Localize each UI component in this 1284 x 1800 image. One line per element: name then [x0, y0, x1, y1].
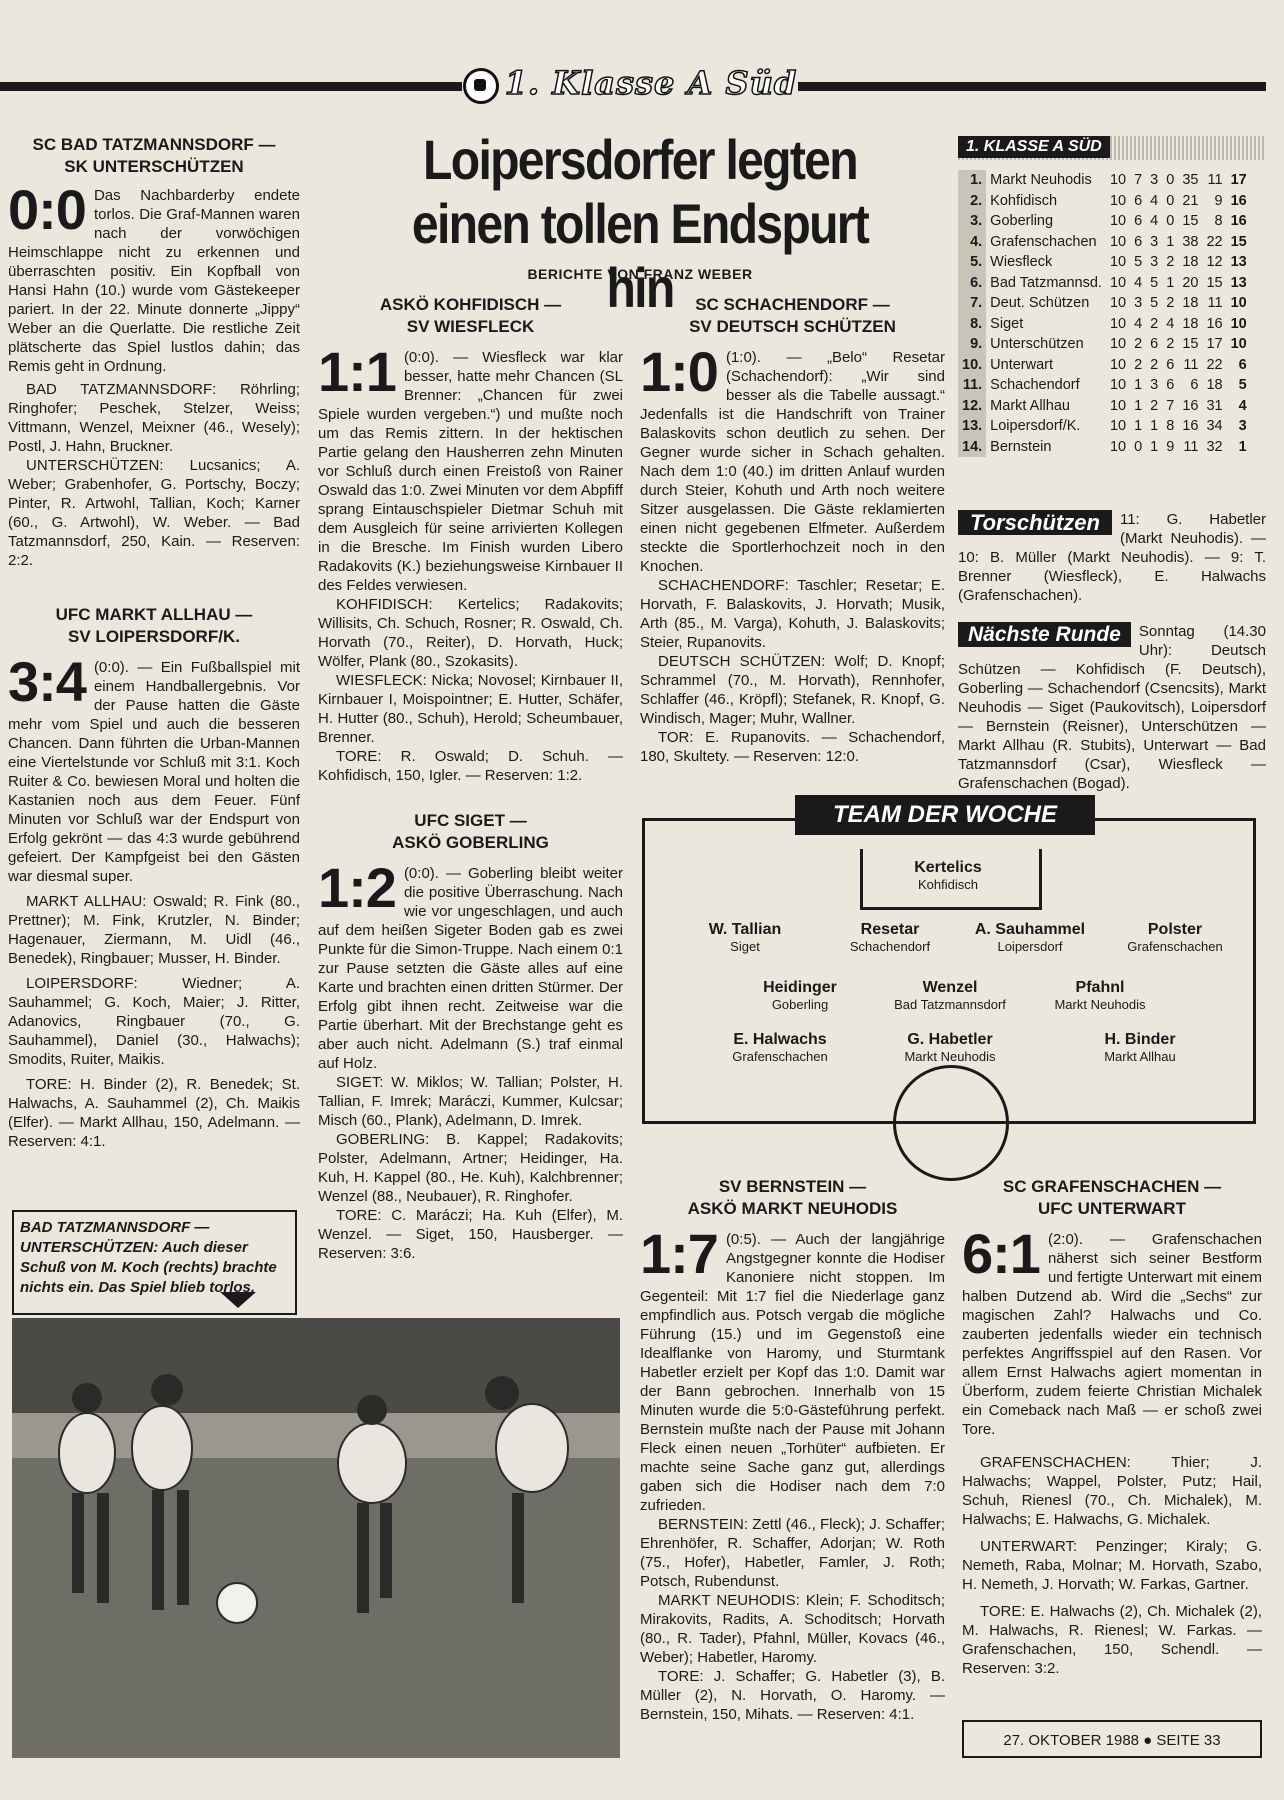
- report-game7: [962, 1176, 1262, 1706]
- table-stat: 16: [1182, 418, 1199, 435]
- game3-lineup-home: KOHFIDISCH: Kertelics; Radakovits; Willisits, Ch. Schuch, Rosner; R. Oswald, Ch. Horvath (70., Reiter), D. Horvath, Huck; Wölfer, Plank (80., Szokasits).: [318, 596, 623, 670]
- player-club: Goberling: [771, 997, 829, 1012]
- table-row: [958, 355, 1251, 376]
- report-game4: [640, 294, 945, 794]
- table-stat: 10: [1109, 192, 1127, 209]
- game7-home: SC GRAFENSCHACHEN —: [1002, 1177, 1222, 1196]
- game5-lineup-away: GOBERLING: B. Kappel; Radakovits; Polster, Adelmann, Artner; Heidinger, Ha. Kuh, H. Kappel (80., He. Kuh), Kalchbrenner; Wenzel (88., Neubauer), R. Ringhofer.: [318, 1131, 623, 1205]
- game2-tore: TORE: H. Binder (2), R. Benedek; St. Halwachs, A. Sauhammel (2), Ch. Maikis (Elfer). — Markt Allhau, 150, Adelmann. — Reserven: 4:1.: [8, 1076, 300, 1150]
- table-team: Grafenschachen: [990, 233, 1097, 250]
- table-stat: 15: [1182, 336, 1199, 353]
- table-stat: 1: [1166, 274, 1175, 291]
- game7-report: (2:0). — Grafenschachen näherst sich seiner Bestform und fertigte Unterwart mit einem halben Dutzend ab. Wird die „Sechs“ zur magischen Zahl? Halwachs und Co. zauberten jedenfalls wieder ein technisch perfektes Angriffsspiel auf den Rasen. Vor allem Ernst Halwachs agiert momentan in Überform, zudem feierte Christian Michalek ein Comeback nach Maß — er schoß zwei Tore.: [962, 1231, 1262, 1438]
- table-stat: 10: [1109, 172, 1127, 189]
- player-club: Schachendorf: [849, 939, 931, 954]
- table-team: Kohfidisch: [990, 192, 1058, 209]
- game7-tore: TORE: E. Halwachs (2), Ch. Michalek (2), M. Halwachs, R. Rienesl; W. Farkas. — Grafenschachen, 150, Schendl. — Reserven: 3:2.: [962, 1603, 1262, 1677]
- table-team: Deut. Schützen: [990, 295, 1090, 312]
- game1-lineup-home: BAD TATZMANNSDORF: Röhrling; Ringhofer; Peschek, Stelzer, Weiss; Vittmann, Wenzel, Meixner (46., Wesely); Postl, J. Hahn, Bruckner.: [8, 381, 300, 455]
- report-game3: [318, 294, 623, 794]
- table-rank: 3.: [958, 211, 986, 232]
- game7-lineup-home: GRAFENSCHACHEN: Thier; J. Halwachs; Wappel, Polster, Putz; Hail, Schuh, Rienesl (70., Ch. Michalek), M. Halwachs; E. Halwachs, G. Michalek.: [962, 1454, 1262, 1528]
- game2-lineup-home: MARKT ALLHAU: Oswald; R. Fink (80., Prettner); M. Fink, Krutzler, N. Binder; Hagenauer, Ziermann, M. Uidl (46., Benedek), Ringbauer; Musser, H. Binder.: [8, 893, 300, 967]
- table-rank: 4.: [958, 232, 986, 253]
- player-club: Markt Neuhodis: [904, 1049, 996, 1064]
- table-stat: 3: [1150, 254, 1159, 271]
- table-stat: 17: [1230, 172, 1247, 189]
- table-stat: 6: [1134, 213, 1143, 230]
- player-entry: [865, 979, 1035, 1012]
- table-stat: 16: [1206, 315, 1223, 332]
- table-team: Unterschützen: [990, 336, 1084, 353]
- table-rank: 2.: [958, 191, 986, 212]
- table-stat: 1: [1166, 233, 1175, 250]
- table-stat: 1: [1150, 438, 1159, 455]
- table-stat: 16: [1230, 213, 1247, 230]
- table-stat: 38: [1182, 233, 1199, 250]
- game4-lineup-home: SCHACHENDORF: Taschler; Resetar; E. Horvath, F. Balaskovits, J. Horvath; Musik, Arth (85., M. Varga), Kohuth, J. Balaskovits; Steier, Rupanovits.: [640, 577, 945, 651]
- table-stat: 34: [1206, 418, 1223, 435]
- table-stat: 10: [1109, 274, 1127, 291]
- table-stat: 10: [1109, 233, 1127, 250]
- table-stat: 18: [1182, 254, 1199, 271]
- table-stat: 16: [1230, 192, 1247, 209]
- game1-home: SC BAD TATZMANNSDORF —: [32, 135, 276, 154]
- player-club: Grafenschachen: [732, 1049, 828, 1064]
- table-stat: 20: [1182, 274, 1199, 291]
- next-round-text: Sonntag (14.30 Uhr): Deutsch Schützen — Kohfidisch (F. Deutsch), Goberling — Schachendorf (Csencsits), Markt Neuhodis — Siget (Paukovitsch), Loipersdorf — Bernstein (Reisner), Unterschützen — Markt Allhau (R. Stubits), Unterwart — Bad Tatzmannsdorf (Csar), Wiesfleck — Grafenschachen (Bogad).: [958, 623, 1266, 792]
- table-stat: 2: [1150, 356, 1159, 373]
- table-team: Wiesfleck: [990, 254, 1053, 271]
- table-stat: 18: [1206, 377, 1223, 394]
- game5-home: UFC SIGET —: [414, 811, 527, 830]
- table-stat: 10: [1230, 315, 1247, 332]
- game4-home: SC SCHACHENDORF —: [695, 295, 890, 314]
- table-stat: 10: [1109, 397, 1127, 414]
- table-stat: 9: [1166, 438, 1175, 455]
- center-circle: [893, 1065, 1009, 1181]
- table-stat: 4: [1166, 315, 1175, 332]
- table-stat: 6: [1150, 336, 1159, 353]
- table-row: [958, 437, 1251, 458]
- table-row: [958, 191, 1251, 212]
- game2-away: SV LOIPERSDORF/K.: [68, 627, 240, 646]
- section-banner: [460, 64, 800, 108]
- table-team: Markt Allhau: [990, 397, 1070, 414]
- match-photo: [12, 1318, 620, 1758]
- table-stat: 10: [1109, 254, 1127, 271]
- table-row: [958, 273, 1251, 294]
- table-stat: 3: [1150, 172, 1159, 189]
- table-stat: 3: [1134, 295, 1143, 312]
- table-stat: 0: [1166, 172, 1175, 189]
- player-name: E. Halwachs: [733, 1031, 827, 1048]
- table-stat: 1: [1134, 418, 1143, 435]
- section-rule-left: [0, 82, 462, 91]
- player-club: Markt Allhau: [1104, 1049, 1176, 1064]
- player-entry: [715, 979, 885, 1012]
- table-rank: 13.: [958, 416, 986, 437]
- game7-away: UFC UNTERWART: [1038, 1199, 1186, 1218]
- game4-away: SV DEUTSCH SCHÜTZEN: [689, 317, 896, 336]
- table-stat: 22: [1206, 356, 1223, 373]
- player-entry: [1090, 921, 1260, 954]
- table-title: 1. KLASSE A SÜD: [958, 136, 1110, 158]
- table-team: Bad Tatzmannsd.: [990, 274, 1102, 291]
- game1-lineup-away: UNTERSCHÜTZEN: Lucsanics; A. Weber; Grabenhofer, G. Portschy, Boczy; Pinter, R. Artwohl, Tallian, Koch; Karner (60., G. Artwohl), W. Weber. — Bad Tatzmannsdorf, 250, Kain. — Reserven: 2:2.: [8, 457, 300, 569]
- table-team: Schachendorf: [990, 377, 1080, 394]
- report-game6: [640, 1176, 945, 1776]
- game4-score: 1:0: [640, 340, 718, 403]
- table-stat: 3: [1150, 233, 1159, 250]
- table-stat: 15: [1230, 233, 1247, 250]
- table-stat: 32: [1206, 438, 1223, 455]
- player-entry: [865, 1031, 1035, 1064]
- game5-report: (0:0). — Goberling bleibt weiter die positive Überraschung. Nach wie vor ungeschlagen, und auch auf dem heißen Sigeter Boden gab es zwei Punkte für die Simon-Truppe. Nach einem 0:1 zur Pause setzten die Gäste alles auf eine Karte und brachten einen dritten Stürmer. Der Erfolg gibt ihnen recht. Zeitweise war die Partie überhart. Mit der Brechstange geht es aber auch nicht. Adelmann (S.) traf einmal auf Holz.: [318, 865, 623, 1072]
- game6-score: 1:7: [640, 1222, 718, 1285]
- table-stat: 18: [1182, 315, 1199, 332]
- player-entry: [863, 859, 1033, 892]
- game2-score: 3:4: [8, 650, 86, 713]
- table-stat: 4: [1134, 274, 1143, 291]
- table-row: [958, 232, 1251, 253]
- player-name: W. Tallian: [708, 921, 782, 938]
- league-table: [958, 136, 1266, 457]
- table-stat: 15: [1206, 274, 1223, 291]
- game6-away: ASKÖ MARKT NEUHODIS: [687, 1199, 898, 1218]
- game3-report: (0:0). — Wiesfleck war klar besser, hatte mehr Chancen (SL Brenner: „Chancen für zwei Spiele wurden vergeben.“) und mußte noch um das Remis zittern. In der hektischen Partie gelang den Hausherren zehn Minuten vor Schluß durch einen Freistoß von Rainer Oswald das 1:0. Zwei Minuten vor dem Abpfiff sprang Eintauschspieler Dietmar Schuh mit dem Ausgleich für seine arrivierten Kollegen in die Bresche. Im Finish wurden Libero Radakovits (K.) beziehungsweise Kirnbauer II des Feldes verwiesen.: [318, 349, 623, 594]
- table-stat: 17: [1206, 336, 1223, 353]
- next-round-box: [958, 622, 1266, 792]
- table-row: [958, 375, 1251, 396]
- table-stat: 21: [1182, 192, 1199, 209]
- table-stat: 10: [1109, 336, 1127, 353]
- table-stat: 6: [1166, 356, 1175, 373]
- table-rank: 6.: [958, 273, 986, 294]
- game5-tore: TORE: C. Maráczi; Ha. Kuh (Elfer), M. Wenzel. — Siget, 150, Hausberger. — Reserven: 3:6.: [318, 1207, 623, 1262]
- game6-lineup-away: MARKT NEUHODIS: Klein; F. Schoditsch; Mirakovits, Radits, A. Schoditsch; Horvath (80., R. Tader), Pfahnl, Müller, Kovacs (46., Weber); Habetler, Haromy.: [640, 1592, 945, 1666]
- table-stat: 10: [1109, 377, 1127, 394]
- team-of-week: [642, 801, 1256, 1124]
- player-name: Pfahnl: [1075, 979, 1125, 996]
- game2-report: (0:0). — Ein Fußballspiel mit einem Handballergebnis. Vor der Pause hatten die Gäste mehr vom Spiel und auch die besseren Chancen. Dann führten die Urban-Mannen eine Viertelstunde vor Schluß mit 3:1. Koch Ruiter & Co. bewiesen Moral und holten die Kastanien noch aus dem Feuer. Fünf Minuten vor Schluß war der Endspurt von Erfolg gekrönt — das 4:3 wurde gebührend gefeiert. Der Kampfgeist bei den Gästen war diesmal super.: [8, 659, 300, 885]
- table-stat: 10: [1109, 356, 1127, 373]
- table-stat: 10: [1109, 213, 1127, 230]
- player-name: Resetar: [860, 921, 920, 938]
- table-stat: 0: [1134, 438, 1143, 455]
- player-entry: [1055, 1031, 1225, 1064]
- game2-lineup-away: LOIPERSDORF: Wiedner; A. Sauhammel; G. Koch, Maier; J. Ritter, Adanovics, Ringbauer (70., G. Sauhammel), Daniel (30., Halwachs); Smodits, Ruiter, Maikis.: [8, 975, 300, 1068]
- report-game5: [318, 810, 623, 1310]
- player-club: Loipersdorf: [997, 939, 1063, 954]
- table-stat: 7: [1166, 397, 1175, 414]
- game1-report: Das Nachbarderby endete torlos. Die Graf-Mannen waren nach der vorwöchigen Heimschlappe nicht zu erkennen und überraschten positiv. Ein Kopfball von Hansi Hahn (10.) wurde vom Gästekeeper pariert. In der 22. Minute donnerte „Jippy“ Weber an die Querlatte. Die restliche Zeit plätscherte das Spiel lustlos dahin; das Remis geht in Ordnung.: [8, 187, 300, 375]
- player-name: H. Binder: [1104, 1031, 1176, 1048]
- table-stat: 2: [1150, 315, 1159, 332]
- game7-score: 6:1: [962, 1222, 1040, 1285]
- table-stat: 4: [1238, 397, 1247, 414]
- table-stat: 13: [1230, 274, 1247, 291]
- table-stat: 10: [1109, 295, 1127, 312]
- player-entry: [1015, 979, 1185, 1012]
- table-stat: 5: [1238, 377, 1247, 394]
- table-stat: 10: [1230, 336, 1247, 353]
- player-name: Kertelics: [914, 859, 982, 876]
- table-header-bar: [958, 136, 1266, 160]
- next-round-label: Nächste Runde: [958, 622, 1131, 647]
- game3-lineup-away: WIESFLECK: Nicka; Novosel; Kirnbauer II, Kirnbauer I, Moispointner; E. Hutter, Schäfer, H. Hutter (80., Schuh), Herold; Scheumbauer, Brenner.: [318, 672, 623, 746]
- player-name: Wenzel: [922, 979, 978, 996]
- game5-lineup-home: SIGET: W. Miklos; W. Tallian; Polster, H. Tallian, F. Imrek; Maráczi, Kummer, Kulcsar; Misch (60., Plank), Adelmann, D. Imrek.: [318, 1074, 623, 1129]
- byline: BERICHTE VON FRANZ WEBER: [527, 266, 753, 282]
- table-rank: 7.: [958, 293, 986, 314]
- player-name: Heidinger: [763, 979, 837, 996]
- photo-caption: BAD TATZMANNSDORF — UNTERSCHÜTZEN: Auch dieser Schuß von M. Koch (rechts) brachte nichts ein. Das Spiel blieb torlos.: [12, 1210, 297, 1315]
- table-stat: 11: [1207, 295, 1223, 312]
- game6-report: (0:5). — Auch der langjährige Angstgegner konnte die Hodiser Kanoniere nicht stoppen. Im Gegenteil: Mit 1:7 fiel die Niederlage ganz empfindlich aus. Potsch vergab die mögliche Führung (15.) und im Gegenstoß eine Idealflanke von Haromy, und Sturmtank Habetler erzielt per Kopf das 1:0. Damit war der Bann gebrochen. Innerhalb von 15 Minuten wurde die 5:0-Gästeführung perfekt. Bernstein mußte nach der Pause mit Johann Fleck einen neuen „Torhüter“ aufbieten. Er machte seine Sache ganz gut, allerdings gaben sich die Hodiser nach dem 7:0 zufrieden.: [640, 1231, 945, 1514]
- table-stat: 0: [1166, 213, 1175, 230]
- team-of-week-title: TEAM DER WOCHE: [795, 795, 1095, 835]
- player-club: Grafenschachen: [1127, 939, 1223, 954]
- table-team: Siget: [990, 315, 1024, 332]
- game3-home: ASKÖ KOHFIDISCH —: [379, 295, 562, 314]
- table-stat: 3: [1238, 418, 1247, 435]
- table-rank: 11.: [958, 375, 986, 396]
- table-row: [958, 334, 1251, 355]
- table-row: [958, 314, 1251, 335]
- table-stat: 16: [1182, 397, 1199, 414]
- table-stat: 1: [1134, 397, 1143, 414]
- arrow-down-icon: [220, 1292, 256, 1308]
- table-stat: 5: [1150, 274, 1159, 291]
- table-stat: 2: [1134, 356, 1143, 373]
- player-club: Kohfidisch: [918, 877, 978, 892]
- game3-away: SV WIESFLECK: [406, 317, 535, 336]
- report-game2: [8, 604, 300, 1204]
- report-game1: [8, 134, 300, 584]
- table-rank: 14.: [958, 437, 986, 458]
- game6-lineup-home: BERNSTEIN: Zettl (46., Fleck); J. Schaffer; Ehrenhöfer, R. Schaffer, Adorjan; W. Roth (75., Hofer), Habetler, Famler, J. Roth; Potsch, Rubendunst.: [640, 1516, 945, 1590]
- table-stat: 8: [1214, 213, 1223, 230]
- section-title: 1. Klasse A Süd: [504, 64, 798, 102]
- table-stat: 2: [1150, 397, 1159, 414]
- player-club: Markt Neuhodis: [1054, 997, 1146, 1012]
- table-stat: 22: [1206, 233, 1223, 250]
- table-stat: 10: [1230, 295, 1247, 312]
- table-rank: 9.: [958, 334, 986, 355]
- table-rank: 12.: [958, 396, 986, 417]
- table-team: Goberling: [990, 213, 1054, 230]
- game4-lineup-away: DEUTSCH SCHÜTZEN: Wolf; D. Knopf; Schrammel (70., M. Horvath), Rennhofer, Schlaffer (46., Kröpfl); Stefanek, R. Knopf, G. Windisch, Mager; Muhr, Wallner.: [640, 653, 945, 727]
- player-club: Bad Tatzmannsdorf: [894, 997, 1006, 1012]
- table-stat: 15: [1182, 213, 1199, 230]
- table-stat: 2: [1166, 336, 1175, 353]
- table-stat: 4: [1150, 213, 1159, 230]
- player-name: G. Habetler: [907, 1031, 993, 1048]
- table-row: [958, 211, 1251, 232]
- table-stat: 5: [1134, 254, 1143, 271]
- player-club: Siget: [730, 939, 760, 954]
- table-stat: 0: [1166, 192, 1175, 209]
- table-stat: 1: [1134, 377, 1143, 394]
- table-stat: 6: [1134, 192, 1143, 209]
- game4-tore: TOR: E. Rupanovits. — Schachendorf, 180, Skultety. — Reserven: 12:0.: [640, 729, 945, 765]
- table-stat: 11: [1183, 438, 1199, 455]
- table-team: Bernstein: [990, 438, 1052, 455]
- game5-away: ASKÖ GOBERLING: [392, 833, 549, 852]
- game1-away: SK UNTERSCHÜTZEN: [64, 157, 244, 176]
- table-stat: 13: [1230, 254, 1247, 271]
- game7-lineup-away: UNTERWART: Penzinger; Kiraly; G. Nemeth, Raba, Molnar; M. Horvath, Szabo, H. Nemeth, J. Horvath; W. Farkas, Gartner.: [962, 1538, 1262, 1593]
- table-stat: 8: [1166, 418, 1175, 435]
- game4-report: (1:0). — „Belo“ Resetar (Schachendorf): „Wir sind besser als die Tabelle aussagt.“ Jedenfalls ist die Handschrift von Trainer Balaskovits schon deutlich zu sehen. Der Gegner wurde sicher in Schach gehalten. Nach dem 1:0 (40.) im dritten Anlauf wurden durch Steier, Kohuth und Arth noch weitere Sitzer ausgelassen. Die Gäste reklamierten einen nicht gegebenen Elfmeter. Außerdem steckte die Sportlerhochzeit noch in den Knochen.: [640, 349, 945, 575]
- table-stat: 12: [1206, 254, 1223, 271]
- table-row: [958, 416, 1251, 437]
- table-rank: 8.: [958, 314, 986, 335]
- game3-score: 1:1: [318, 340, 396, 403]
- game6-home: SV BERNSTEIN —: [718, 1177, 867, 1196]
- table-stat: 7: [1134, 172, 1143, 189]
- scorers-text: 11: G. Habetler (Markt Neuhodis). — 10: B. Müller (Markt Neuhodis). — 9: T. Brenner (Wiesfleck), E. Halwachs (Grafenschachen).: [958, 511, 1266, 604]
- player-entry: [695, 1031, 865, 1064]
- table-stat: 11: [1183, 356, 1199, 373]
- table-stat: 10: [1109, 418, 1127, 435]
- game3-tore: TORE: R. Oswald; D. Schuh. — Kohfidisch, 150, Igler. — Reserven: 1:2.: [318, 748, 623, 784]
- table-stat: 2: [1134, 336, 1143, 353]
- table-stat: 2: [1166, 254, 1175, 271]
- table-stat: 6: [1134, 233, 1143, 250]
- table-stat: 10: [1109, 315, 1127, 332]
- standings-table: [958, 170, 1251, 457]
- table-stat: 2: [1166, 295, 1175, 312]
- table-stat: 6: [1190, 377, 1199, 394]
- table-row: [958, 293, 1251, 314]
- table-rank: 1.: [958, 170, 986, 191]
- table-stat: 3: [1150, 377, 1159, 394]
- table-team: Markt Neuhodis: [990, 172, 1092, 189]
- player-name: A. Sauhammel: [974, 921, 1086, 938]
- table-team: Unterwart: [990, 356, 1054, 373]
- page-footer-date: 27. OKTOBER 1988 ● SEITE 33: [962, 1720, 1262, 1758]
- football-icon: [463, 68, 499, 104]
- table-stat: 31: [1206, 397, 1223, 414]
- table-stat: 4: [1150, 192, 1159, 209]
- table-stat: 35: [1182, 172, 1199, 189]
- player-name: Polster: [1147, 921, 1203, 938]
- table-row: [958, 252, 1251, 273]
- game2-home: UFC MARKT ALLHAU —: [55, 605, 253, 624]
- table-stat: 4: [1134, 315, 1143, 332]
- scorers-box: [958, 510, 1266, 615]
- table-row: [958, 170, 1251, 191]
- table-stat: 10: [1109, 438, 1127, 455]
- table-stat: 6: [1238, 356, 1247, 373]
- table-stat: 18: [1182, 295, 1199, 312]
- table-team: Loipersdorf/K.: [990, 418, 1081, 435]
- section-rule-right: [798, 82, 1266, 91]
- headline-line1: Loipersdorfer legten: [423, 128, 857, 191]
- table-rank: 5.: [958, 252, 986, 273]
- table-stat: 5: [1150, 295, 1159, 312]
- game1-score: 0:0: [8, 178, 86, 241]
- game6-tore: TORE: J. Schaffer; G. Habetler (3), B. Müller (2), N. Horvath, O. Haromy. — Bernstein, 150, Mihats. — Reserven: 4:1.: [640, 1668, 945, 1723]
- table-stat: 9: [1214, 192, 1223, 209]
- scorers-label: Torschützen: [958, 510, 1112, 535]
- table-rank: 10.: [958, 355, 986, 376]
- table-stat: 1: [1150, 418, 1159, 435]
- headline-line2: einen tollen Endspurt hin: [411, 192, 869, 319]
- table-row: [958, 396, 1251, 417]
- page-headline: [382, 128, 898, 320]
- table-stat: 6: [1166, 377, 1175, 394]
- game5-score: 1:2: [318, 856, 396, 919]
- table-stat: 1: [1238, 438, 1247, 455]
- table-stat: 11: [1207, 172, 1223, 189]
